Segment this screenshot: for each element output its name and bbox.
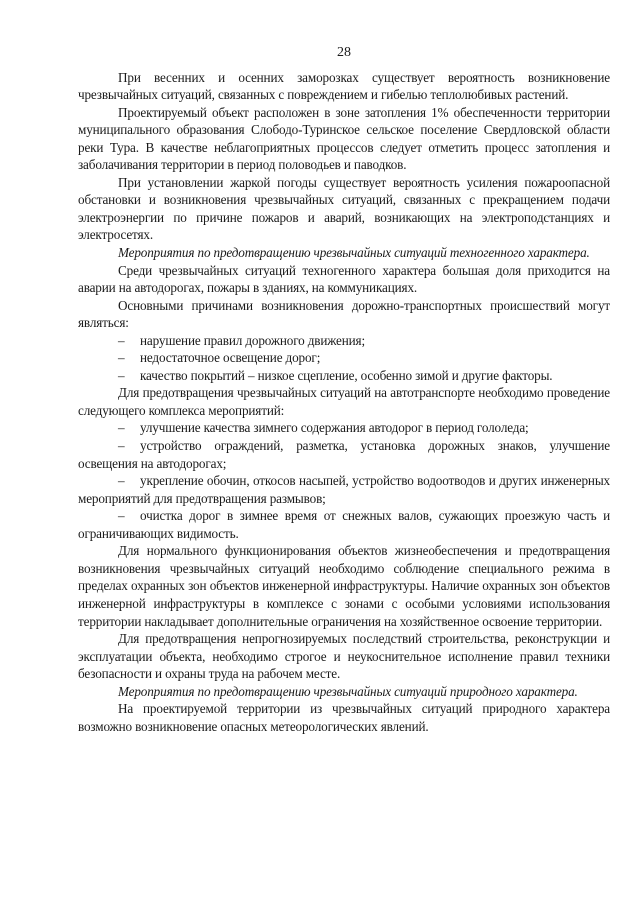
- list-item: [78, 419, 610, 437]
- list-item-text: устройство ограждений, разметка, установка дорожных знаков, улучшение освещения на автодорогах;: [78, 438, 610, 471]
- dash-bullet: –: [118, 332, 125, 348]
- list-item-text: недостаточное освещение дорог;: [140, 350, 321, 366]
- list-item-text: улучшение качества зимнего содержания автодорог в период гололеда;: [140, 420, 529, 436]
- paragraph-natural-hazards: На проектируемой территории из чрезвычайных ситуаций природного характера возможно возникновение опасных метеорологических явлений.: [78, 701, 610, 734]
- paragraph-protection-zones: Для нормального функционирования объектов жизнеобеспечения и предотвращения возникновения чрезвычайных ситуаций необходимо соблюдение специального режима в пределах охранных зон объектов инженерной инфраструктуры. Наличие охранных зон объектов инженерной инфраструктуры в комплексе с зонами с особыми условиями использования территории накладывает дополнительные ограничения на хозяйственное освоение территории.: [78, 543, 610, 629]
- list-item-text: очистка дорог в зимнее время от снежных валов, сужающих проезжую часть и ограничивающих видимость.: [78, 508, 610, 541]
- list-item-text: нарушение правил дорожного движения;: [140, 332, 365, 348]
- dash-bullet: –: [118, 473, 125, 489]
- list-item-text: качество покрытий – низкое сцепление, особенно зимой и другие факторы.: [140, 367, 553, 383]
- list-item: [78, 437, 610, 472]
- paragraph-hot-weather: При установлении жаркой погоды существует вероятность усиления пожароопасной обстановки и возникновения чрезвычайных ситуаций, связанных с прекращением подачи электроэнергии по причине пожаров и аварий, возникающих на электроподстанциях и электросетях.: [78, 174, 610, 243]
- dash-bullet: –: [118, 508, 125, 524]
- list-item: [78, 367, 610, 385]
- dash-bullet: –: [118, 420, 125, 436]
- heading-technogenic-measures: Мероприятия по предотвращению чрезвычайных ситуаций техногенного характера.: [118, 245, 590, 261]
- dash-bullet: –: [118, 350, 125, 366]
- list-item-text: укрепление обочин, откосов насыпей, устройство водоотводов и других инженерных мероприятий для предотвращения размывов;: [78, 473, 610, 506]
- paragraph-flood-zone: Проектируемый объект расположен в зоне затопления 1% обеспеченности территории муниципального образования Слободо-Туринское сельское поселение Свердловской области реки Тура. В качестве неблагоприятных процессов следует отметить процесс затопления и заболачивания территории в период половодьев и паводков.: [78, 104, 610, 173]
- paragraph-safety-rules: Для предотвращения непрогнозируемых последствий строительства, реконструкции и эксплуатации объекта, необходимо строгое и неукоснительное исполнение правил техники безопасности и охраны труда на рабочем месте.: [78, 631, 610, 682]
- paragraph-transport-measures: Для предотвращения чрезвычайных ситуаций на автотранспорте необходимо проведение следующего комплекса мероприятий:: [78, 385, 610, 418]
- heading-natural-measures: Мероприятия по предотвращению чрезвычайных ситуаций природного характера.: [118, 683, 578, 699]
- list-item: [78, 349, 610, 367]
- list-item: [78, 332, 610, 350]
- paragraph-accident-causes: Основными причинами возникновения дорожно-транспортных происшествий могут являться:: [78, 297, 610, 331]
- list-item: [78, 472, 610, 507]
- paragraph-frost: При весенних и осенних заморозках существует вероятность возникновение чрезвычайных ситуаций, связанных с повреждением и гибелью теплолюбивых растений.: [78, 69, 610, 103]
- dash-bullet: –: [118, 367, 125, 383]
- list-item: [78, 507, 610, 542]
- paragraph-technogenic-share: Среди чрезвычайных ситуаций техногенного характера большая доля приходится на аварии на автодорогах, пожары в зданиях, на коммуникациях.: [78, 262, 610, 296]
- dash-bullet: –: [118, 438, 125, 454]
- document-page: [78, 44, 610, 735]
- page-number: 28: [337, 45, 351, 60]
